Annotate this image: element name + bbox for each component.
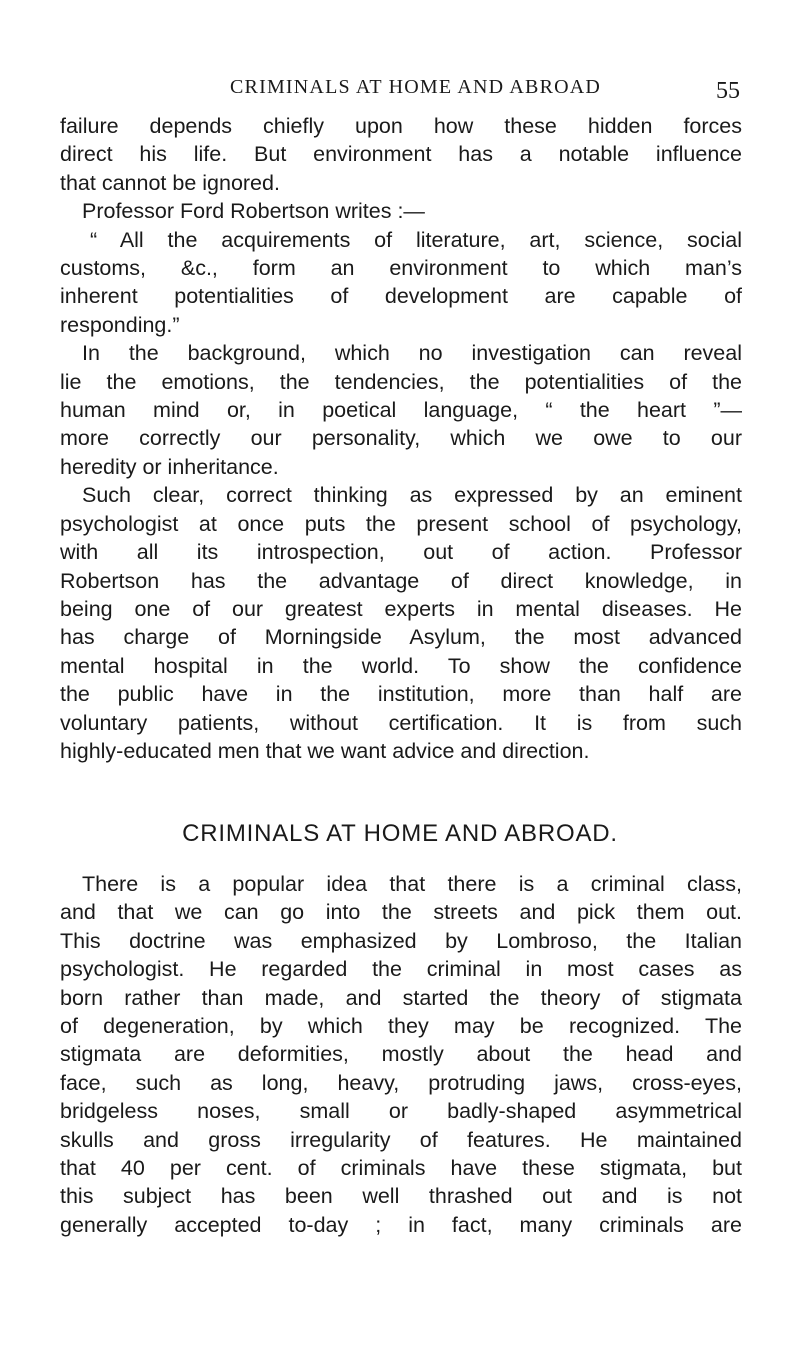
running-head — [60, 70, 740, 110]
text-line: heredity or inheritance. — [60, 454, 279, 479]
text-line: Professor Ford Robertson writes :— — [82, 199, 425, 224]
body-text-upper — [60, 112, 742, 765]
running-title: CRIMINALS AT HOME AND ABROAD — [230, 76, 602, 98]
text-line: responding.” — [60, 312, 180, 337]
text-line: of degeneration, by which they may be recognized. The — [60, 1014, 742, 1039]
text-line: has charge of Morningside Asylum, the most advanced — [60, 625, 742, 650]
body-text-lower — [60, 870, 742, 1239]
text-line: failure depends chiefly upon how these hidden forces — [60, 114, 742, 138]
text-line: inherent potentialities of development are capable of — [60, 284, 742, 309]
text-line: psychologist at once puts the present school of psychology, — [60, 511, 742, 536]
text-line: face, such as long, heavy, protruding jaws, cross-eyes, — [60, 1070, 742, 1095]
text-line: with all its introspection, out of action. Professor — [60, 540, 742, 565]
text-line: born rather than made, and started the theory of stigmata — [60, 985, 742, 1010]
page-number: 55 — [716, 78, 740, 104]
text-line: and that we can go into the streets and pick them out. — [60, 900, 742, 925]
text-line: Robertson has the advantage of direct knowledge, in — [60, 568, 742, 593]
text-line: generally accepted to-day ; in fact, many criminals are — [60, 1212, 742, 1237]
text-line: There is a popular idea that there is a criminal class, — [82, 872, 742, 896]
text-line: mental hospital in the world. To show the confidence — [60, 653, 742, 678]
text-line: Such clear, correct thinking as expressed by an eminent — [82, 483, 742, 508]
paragraph — [60, 112, 742, 197]
text-line: bridgeless noses, small or badly-shaped asymmetrical — [60, 1099, 742, 1124]
text-line: that 40 per cent. of criminals have these stigmata, but — [60, 1156, 742, 1181]
text-line: “ All the acquirements of literature, art, science, social — [90, 227, 742, 252]
text-line: the public have in the institution, more than half are — [60, 682, 742, 707]
text-line: highly-educated men that we want advice and direction. — [60, 738, 590, 763]
section-heading: CRIMINALS AT HOME AND ABROAD. — [182, 820, 618, 847]
paragraph — [60, 339, 742, 481]
text-line: stigmata are deformities, mostly about the head and — [60, 1042, 742, 1067]
paragraph — [60, 481, 742, 765]
text-line: being one of our greatest experts in mental diseases. He — [60, 596, 742, 621]
text-line: skulls and gross irregularity of features. He maintained — [60, 1127, 742, 1152]
text-line: voluntary patients, without certification. It is from such — [60, 710, 742, 735]
paragraph — [60, 197, 742, 225]
text-line: this subject has been well thrashed out and is not — [60, 1184, 742, 1209]
text-line: psychologist. He regarded the criminal in most cases as — [60, 957, 742, 982]
text-line: human mind or, in poetical language, “ the heart ”— — [60, 398, 742, 423]
quotation — [60, 226, 742, 340]
text-line: direct his life. But environment has a notable influence — [60, 142, 742, 167]
text-line: that cannot be ignored. — [60, 170, 280, 195]
text-line: This doctrine was emphasized by Lombroso, the Italian — [60, 928, 742, 953]
text-line: In the background, which no investigation can reveal — [82, 341, 742, 366]
text-line: more correctly our personality, which we owe to our — [60, 426, 742, 451]
paragraph — [60, 870, 742, 1239]
text-line: lie the emotions, the tendencies, the potentialities of the — [60, 369, 742, 394]
text-line: customs, &c., form an environment to which man’s — [60, 256, 742, 281]
